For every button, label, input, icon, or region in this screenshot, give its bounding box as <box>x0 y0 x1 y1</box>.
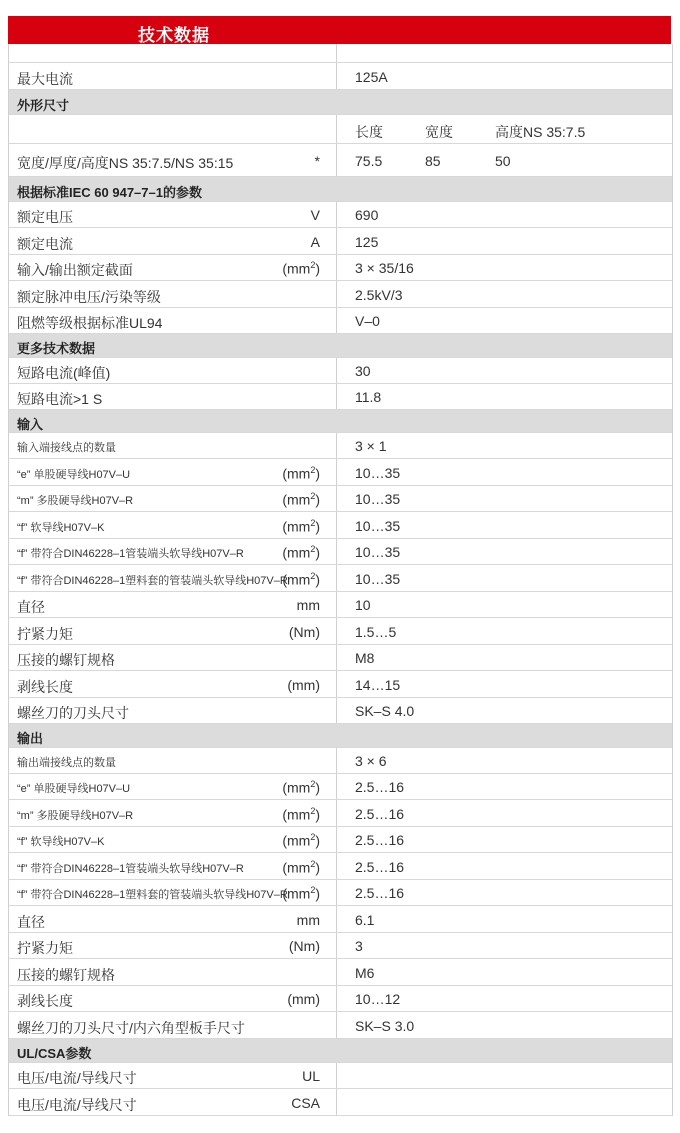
spec-label: “m” 多股硬导线H07V–R <box>17 495 134 507</box>
spec-label: 压接的螺钉规格 <box>17 652 115 668</box>
spec-row <box>9 880 672 906</box>
spec-label: 拧紧力矩 <box>17 625 73 642</box>
spec-row <box>9 827 672 853</box>
spec-unit: $(mm^2)$ <box>282 464 320 482</box>
spec-row <box>9 512 672 539</box>
spec-unit: $(mm^2)$ <box>282 491 320 508</box>
spec-value: 2.5…16 <box>355 779 405 795</box>
spec-value: 3 × 6 <box>355 753 387 769</box>
spec-value: 10…12 <box>355 991 401 1007</box>
section-header-row <box>9 724 672 748</box>
spec-label: 剥线长度 <box>17 678 73 695</box>
spec-value: 2.5…16 <box>355 858 405 875</box>
spec-row <box>9 1063 672 1089</box>
spec-label: 阻燃等级根据标准UL94 <box>17 315 163 331</box>
spec-value: 11.8 <box>355 389 382 405</box>
spec-row <box>9 255 672 281</box>
section-header-row <box>9 90 672 115</box>
spec-label: “f” 带符合DIN46228–1塑料套的管装端头软导线H07V–R <box>17 574 288 587</box>
spec-value: M8 <box>355 650 375 666</box>
spec-value: 14…15 <box>355 676 401 693</box>
spec-unit: * <box>314 152 320 169</box>
spec-row <box>9 486 672 512</box>
spec-row <box>9 565 672 592</box>
spec-value: 2.5…16 <box>355 805 405 822</box>
spec-value: 1.5…5 <box>355 623 397 640</box>
spec-value: 长度 <box>355 123 383 140</box>
spec-row <box>9 853 672 880</box>
section-header-row <box>9 334 672 358</box>
spec-label: 剥线长度 <box>17 993 73 1009</box>
spec-value: SK–S 4.0 <box>355 703 415 719</box>
spec-unit: V <box>310 207 320 223</box>
spec-row <box>9 800 672 827</box>
spec-unit: $(mm^2)$ <box>282 885 320 902</box>
spec-label: “f” 带符合DIN46228–1管装端头软导线H07V–R <box>17 862 244 875</box>
section-title: UL/CSA参数 <box>17 1046 92 1061</box>
spec-row <box>9 592 672 618</box>
spec-value: M6 <box>355 964 375 981</box>
spec-value: 690 <box>355 207 379 223</box>
spec-unit: (Nm) <box>288 623 320 640</box>
spec-unit: $(mm^2)$ <box>282 570 320 588</box>
spec-label: “f” 软导线H07V–K <box>17 521 105 534</box>
spec-row <box>9 671 672 698</box>
spec-unit: $(mm^2)$ <box>282 858 320 876</box>
spec-label: “f” 软导线H07V–K <box>17 836 105 848</box>
spec-row <box>9 44 672 63</box>
spec-row <box>9 618 672 645</box>
spec-label: “e” 单股硬导线H07V–U <box>17 783 131 795</box>
spec-unit: (Nm) <box>288 938 320 954</box>
spec-row <box>9 959 672 986</box>
spec-value: 125 <box>355 233 379 250</box>
spec-row <box>9 144 672 177</box>
spec-unit: $(mm^2)$ <box>282 805 320 823</box>
spec-value: 50 <box>495 152 511 169</box>
spec-label: 额定脉冲电压/污染等级 <box>17 288 161 305</box>
section-header-row <box>9 1039 672 1063</box>
spec-label: 输出端接线点的数量 <box>17 757 116 769</box>
spec-row <box>9 202 672 228</box>
spec-value: 3 <box>355 938 363 954</box>
spec-value: SK–S 3.0 <box>355 1017 415 1034</box>
spec-label: “m” 多股硬导线H07V–R <box>17 809 134 822</box>
spec-row <box>9 384 672 410</box>
spec-row <box>9 748 672 774</box>
spec-row <box>9 459 672 486</box>
spec-label: 输入/输出额定截面 <box>17 262 133 278</box>
spec-label: “f” 带符合DIN46228–1管装端头软导线H07V–R <box>17 548 244 560</box>
spec-value: 3 × 35/16 <box>355 260 414 276</box>
spec-label: 直径 <box>17 913 45 930</box>
spec-row <box>9 433 672 459</box>
spec-value: 高度NS 35:7.5 <box>495 123 586 140</box>
spec-value: 2.5…16 <box>355 832 405 848</box>
spec-label: 输入端接线点的数量 <box>17 442 116 454</box>
spec-row <box>9 539 672 565</box>
spec-label: “e” 单股硬导线H07V–U <box>17 468 131 481</box>
spec-value: 2.5…16 <box>355 885 405 901</box>
spec-row <box>9 1089 672 1116</box>
label-cell <box>9 906 337 932</box>
spec-unit: UL <box>302 1068 320 1084</box>
section-title: 外形尺寸 <box>17 97 70 113</box>
spec-value: 6.1 <box>355 911 375 928</box>
section-title: 更多技术数据 <box>17 341 96 356</box>
spec-unit: $(mm^2)$ <box>282 832 320 849</box>
spec-row <box>9 115 672 144</box>
spec-unit: $(mm^2)$ <box>282 779 320 796</box>
spec-value: 10…35 <box>355 544 401 560</box>
spec-value: 30 <box>355 363 371 379</box>
spec-row <box>9 906 672 933</box>
spec-row <box>9 308 672 334</box>
spec-row <box>9 774 672 800</box>
spec-row <box>9 228 672 255</box>
spec-value: 10…35 <box>355 570 401 587</box>
spec-row <box>9 986 672 1012</box>
tech-data-header <box>8 16 671 44</box>
spec-label: 短路电流>1 S <box>17 391 103 407</box>
spec-table <box>8 44 673 1116</box>
spec-unit: mm <box>296 911 320 928</box>
spec-unit: (mm) <box>287 991 320 1007</box>
spec-label: 额定电压 <box>17 209 73 225</box>
spec-label: 额定电流 <box>17 235 73 252</box>
spec-row <box>9 281 672 308</box>
spec-label: “f” 带符合DIN46228–1塑料套的管装端头软导线H07V–R <box>17 889 288 901</box>
spec-value: 125A <box>355 68 388 85</box>
spec-value: 10…35 <box>355 491 401 507</box>
label-cell <box>9 592 337 617</box>
spec-unit: $(mm^2)$ <box>282 517 320 535</box>
label-cell <box>9 44 337 62</box>
spec-value: 2.5kV/3 <box>355 286 403 303</box>
spec-label: 螺丝刀的刀头尺寸/内六角型板手尺寸 <box>17 1019 245 1036</box>
spec-label: 电压/电流/导线尺寸 <box>17 1096 137 1113</box>
section-title: 输入 <box>17 416 44 432</box>
spec-value: 10 <box>355 597 371 613</box>
spec-label: 短路电流(峰值) <box>17 365 111 381</box>
spec-unit: A <box>310 233 320 250</box>
label-cell <box>9 115 337 143</box>
spec-unit: $(mm^2)$ <box>282 544 320 561</box>
spec-unit: CSA <box>291 1094 320 1111</box>
spec-label: 螺丝刀的刀头尺寸 <box>17 705 129 721</box>
spec-row <box>9 1012 672 1039</box>
spec-unit: $(mm^2)$ <box>282 260 320 277</box>
spec-row <box>9 933 672 959</box>
page-title: 技术数据 <box>138 26 210 45</box>
spec-row <box>9 645 672 671</box>
spec-label: 最大电流 <box>17 70 73 87</box>
section-title: 根据标准IEC 60 947–7–1的参数 <box>17 184 202 200</box>
spec-value: 3 × 1 <box>355 438 387 454</box>
spec-value: 75.5 <box>355 152 383 169</box>
spec-label: 压接的螺钉规格 <box>17 966 115 983</box>
section-title: 输出 <box>17 731 44 746</box>
spec-value: 10…35 <box>355 517 401 534</box>
spec-value: V–0 <box>355 313 380 329</box>
spec-row <box>9 63 672 90</box>
spec-value: 85 <box>425 152 441 169</box>
spec-label: 宽度/厚度/高度NS 35:7.5/NS 35:15 <box>17 154 234 171</box>
spec-row <box>9 358 672 384</box>
section-header-row <box>9 410 672 433</box>
spec-label: 电压/电流/导线尺寸 <box>17 1070 137 1086</box>
spec-unit: (mm) <box>287 676 320 693</box>
spec-row <box>9 698 672 724</box>
spec-unit: mm <box>296 597 320 613</box>
spec-label: 直径 <box>17 599 45 615</box>
spec-label: 拧紧力矩 <box>17 940 73 956</box>
section-header-row <box>9 177 672 202</box>
spec-value: 宽度 <box>425 123 453 140</box>
spec-value: 10…35 <box>355 464 401 481</box>
